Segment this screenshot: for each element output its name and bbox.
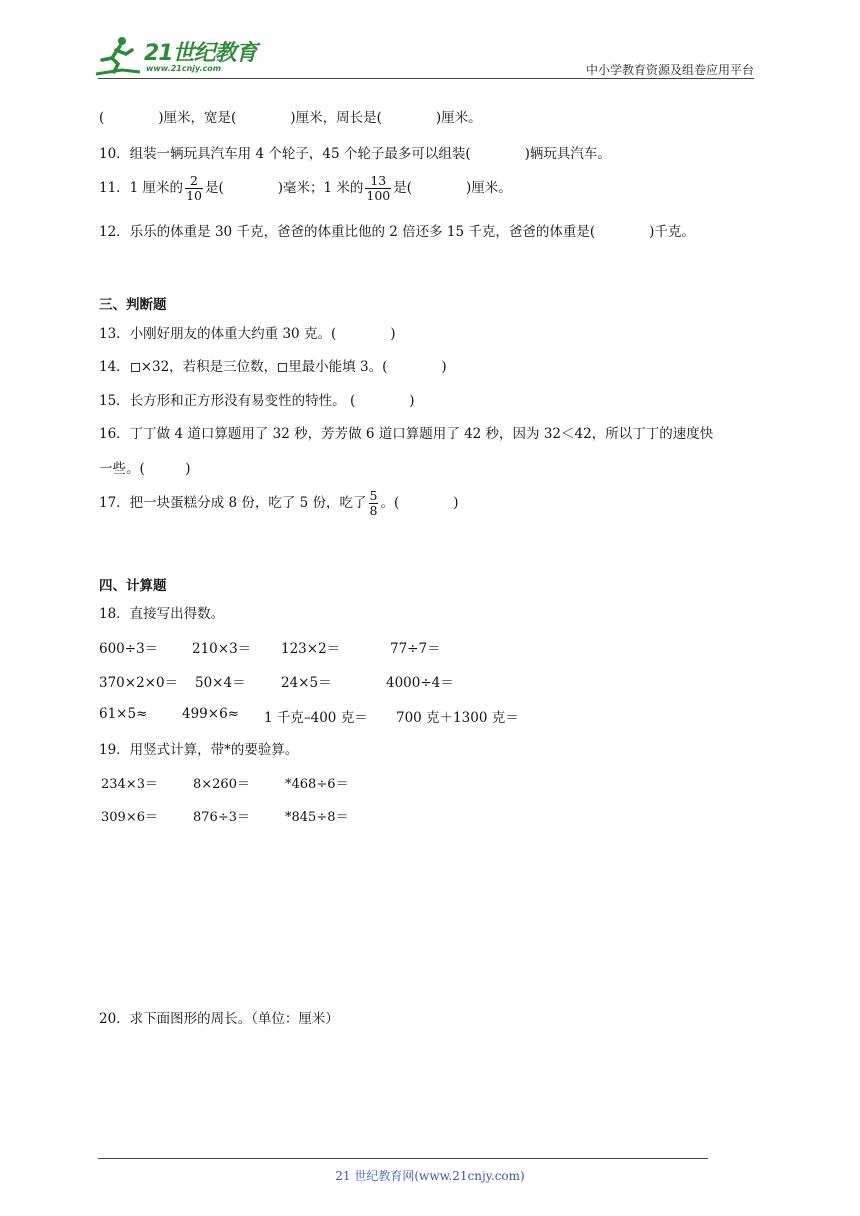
frac-denominator: 10 bbox=[186, 188, 202, 203]
vertical-calc-item: *845÷8＝ bbox=[285, 810, 349, 825]
question-12: 12．乐乐的体重是 30 千克，爸爸的体重比他的 2 倍还多 15 千克，爸爸的体重是( )千克。 bbox=[99, 224, 695, 240]
section-title-judgement: 三、判断题 bbox=[99, 297, 167, 313]
calc-item: 4000÷4＝ bbox=[386, 675, 454, 691]
calc-item: 50×4＝ bbox=[195, 675, 246, 691]
platform-name: 中小学教育资源及组卷应用平台 bbox=[585, 63, 754, 77]
frac-numerator: 13 bbox=[365, 174, 391, 190]
q17-part1: 17．把一块蛋糕分成 8 份，吃了 5 份，吃了 bbox=[99, 495, 367, 511]
calc-item: 61×5≈ bbox=[99, 706, 148, 722]
q17-part2: 。( ) bbox=[380, 495, 459, 511]
question-17 bbox=[99, 485, 459, 521]
vertical-calc-item: 234×3＝ bbox=[101, 777, 158, 792]
q14-part3: 里最小能填 3。( ) bbox=[288, 359, 447, 375]
frac-denominator: 100 bbox=[366, 188, 391, 203]
question-9-continuation: ( )厘米，宽是( )厘米，周长是( )厘米。 bbox=[99, 110, 482, 126]
blank-square-icon bbox=[131, 363, 140, 372]
calc-item: 370×2×0＝ bbox=[99, 675, 179, 691]
q14-part1: 14． bbox=[99, 359, 130, 375]
question-10: 10．组装一辆玩具汽车用 4 个轮子，45 个轮子最多可以组装( )辆玩具汽车。 bbox=[99, 146, 611, 162]
runner-logo-icon bbox=[92, 34, 144, 78]
question-18-title: 18．直接写出得数。 bbox=[99, 606, 225, 622]
calc-item: 77÷7＝ bbox=[390, 641, 441, 657]
q11-part2: 是( )毫米；1 米的 bbox=[204, 180, 364, 196]
calc-item: 210×3＝ bbox=[192, 641, 252, 657]
vertical-calc-item: 876÷3＝ bbox=[193, 810, 250, 825]
question-16-line1: 16．丁丁做 4 道口算题用了 32 秒，芳芳做 6 道口算题用了 42 秒，因为 32＜42，所以丁丁的速度快 bbox=[99, 426, 714, 442]
question-13: 13．小刚好朋友的体重大约重 30 克。( ) bbox=[99, 326, 396, 342]
calc-item: 700 克＋1300 克＝ bbox=[396, 710, 519, 726]
fraction-13-100 bbox=[365, 174, 391, 204]
footer-link[interactable]: 21 世纪教育网(www.21cnjy.com) bbox=[335, 1169, 525, 1183]
question-15: 15．长方形和正方形没有易变性的特性。 ( ) bbox=[99, 393, 415, 409]
frac-numerator: 2 bbox=[185, 174, 203, 190]
frac-denominator: 8 bbox=[369, 503, 378, 518]
calc-item: 123×2＝ bbox=[281, 641, 341, 657]
section-title-calculation: 四、计算题 bbox=[99, 578, 167, 594]
question-20: 20．求下面图形的周长。（单位：厘米） bbox=[99, 1011, 339, 1027]
frac-numerator: 5 bbox=[369, 487, 378, 503]
fraction-2-10 bbox=[185, 174, 203, 204]
question-14 bbox=[99, 355, 447, 375]
logo-text: 21世纪教育 bbox=[144, 41, 257, 66]
calc-item: 499×6≈ bbox=[182, 706, 239, 722]
q11-part3: 是( )厘米。 bbox=[393, 180, 512, 196]
logo-url: www.21cnjy.com bbox=[146, 64, 222, 73]
calc-item: 600÷3＝ bbox=[99, 641, 159, 657]
question-16-line2: 一些。( ) bbox=[99, 461, 191, 477]
calc-item: 1 千克–400 克＝ bbox=[264, 710, 368, 726]
question-19-title: 19．用竖式计算，带*的要验算。 bbox=[99, 742, 299, 758]
footer-divider bbox=[98, 1158, 708, 1159]
vertical-calc-item: 309×6＝ bbox=[101, 810, 158, 825]
q11-part1: 11．1 厘米的 bbox=[99, 180, 184, 196]
header-divider bbox=[98, 78, 754, 79]
q14-part2: ×32，若积是三位数， bbox=[140, 359, 278, 375]
vertical-calc-item: 8×260＝ bbox=[193, 777, 250, 792]
site-logo bbox=[92, 34, 262, 78]
vertical-calc-item: *468÷6＝ bbox=[285, 777, 349, 792]
question-11 bbox=[99, 170, 512, 206]
blank-square-icon bbox=[278, 363, 287, 372]
calc-item: 24×5＝ bbox=[281, 675, 332, 691]
fraction-5-8 bbox=[369, 489, 379, 519]
